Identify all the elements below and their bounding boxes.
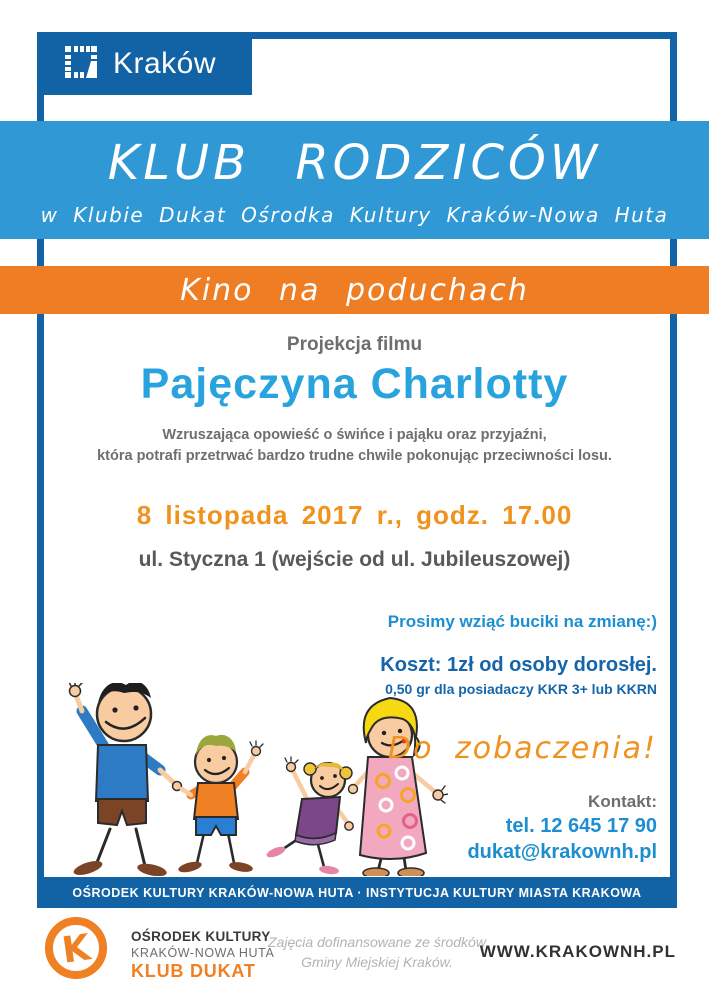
title-banner: [0, 121, 709, 239]
dad-figure: [69, 683, 182, 876]
poster-title: KLUB RODZICÓW: [107, 135, 602, 191]
institution-bar-text: OŚRODEK KULTURY KRAKÓW-NOWA HUTA · INSTYTUCJA KULTURY MIASTA KRAKOWA: [72, 885, 642, 900]
institution-bar: [37, 877, 677, 908]
funding-note: [262, 932, 492, 973]
girl-figure: [265, 757, 353, 875]
website-url: WWW.KRAKOWNH.PL: [479, 942, 676, 961]
event-address: ul. Styczna 1 (wejście od ul. Jubileuszowej): [138, 548, 571, 571]
shoes-note: Prosimy wziąć buciki na zmianę:): [387, 612, 657, 631]
krakow-logo-box: [40, 33, 252, 95]
contact-label: Kontakt:: [588, 792, 657, 811]
series-title: Kino na poduchach: [180, 272, 529, 308]
contact-email: dukat@krakownh.pl: [467, 841, 657, 863]
footer-org-line3: KLUB DUKAT: [131, 961, 256, 981]
price-main: Koszt: 1zł od osoby dorosłej.: [380, 654, 657, 676]
footer-org-line2: KRAKÓW-NOWA HUTA: [131, 946, 275, 960]
film-description-line1: Wzruszająca opowieść o świńce i pająku oraz przyjaźni,: [162, 427, 547, 443]
kicker-text: Projekcja filmu: [286, 334, 423, 355]
info-column: [380, 612, 657, 864]
series-banner: [0, 266, 709, 314]
svg-text:K: K: [59, 927, 93, 972]
krakow-dashed-square-icon: [62, 43, 100, 86]
footer-org-block: [131, 929, 274, 982]
contact-phone: tel. 12 645 17 90: [505, 815, 657, 837]
funding-note-line1: Zajęcia dofinansowane ze środków: [268, 934, 486, 950]
event-date: 8 listopada 2017 r., godz. 17.00: [136, 500, 573, 530]
krakow-logo-text: Kraków: [113, 47, 217, 80]
footer-org-line1: OŚRODEK KULTURY: [131, 929, 271, 944]
price-secondary: 0,50 gr dla posiadaczy KKR 3+ lub KKRN: [385, 681, 657, 697]
film-description-line2: która potrafi przetrwać bardzo trudne chwile pokonując przeciwności losu.: [97, 448, 612, 464]
poster-subtitle: w Klubie Dukat Ośrodka Kultury Kraków-Nowa Huta: [40, 203, 669, 227]
funding-note-line2: Gminy Miejskiej Kraków.: [301, 954, 453, 971]
farewell-text: Do zobaczenia!: [388, 731, 657, 766]
boy-figure: [177, 735, 263, 874]
film-title: Pajęczyna Charlotty: [140, 360, 569, 408]
klub-dukat-ring-k-icon: [44, 916, 108, 985]
